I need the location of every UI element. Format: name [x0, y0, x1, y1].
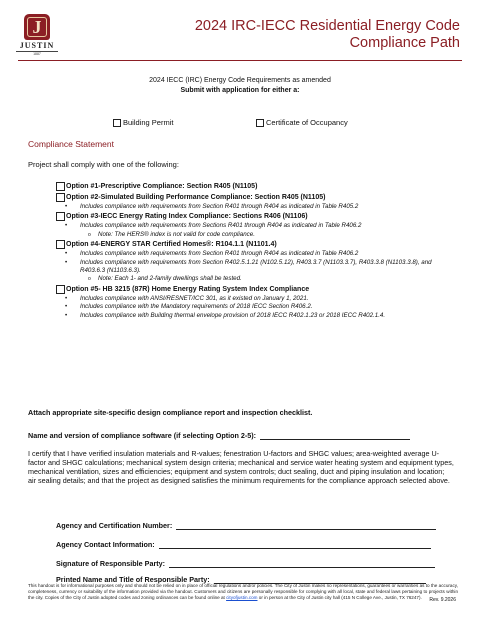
option-2-bullet: • Includes compliance with requirements from Section R401 through R404 as indicated in Table R405.2: [56, 203, 456, 211]
compliance-option-5[interactable]: [56, 284, 456, 295]
compliance-option-1[interactable]: [56, 181, 456, 192]
signature-line[interactable]: [169, 567, 435, 568]
city-website-link[interactable]: cityofjustin.com: [226, 595, 258, 600]
signature-label: Signature of Responsible Party:: [56, 559, 166, 568]
building-permit-label: Building Permit: [123, 118, 174, 127]
option-5-bullet: • Includes compliance with ANSI/RESNET/ICC 301, as it existed on January 1, 2021.: [56, 295, 456, 303]
option-5-checkbox[interactable]: [56, 285, 65, 294]
option-2-label: Option #2-Simulated Building Performance Compliance: Section R405 (N1105): [66, 194, 326, 201]
agency-certification-line[interactable]: [176, 529, 436, 530]
document-title: [195, 18, 460, 52]
option-3-bullet: • Includes compliance with requirements from Sections R401 through R404 as indicated in Table R406.2: [56, 222, 456, 230]
attach-instruction: Attach appropriate site-specific design compliance report and inspection checklist.: [28, 408, 313, 417]
title-line-1: 2024 IRC-IECC Residential Energy Code: [194, 18, 460, 34]
compliance-option-2[interactable]: [56, 192, 456, 203]
header-divider: [18, 60, 462, 61]
compliance-option-3[interactable]: [56, 211, 456, 222]
option-1-checkbox[interactable]: [56, 182, 65, 191]
agency-contact-label: Agency Contact Information:: [56, 540, 155, 549]
building-permit-option[interactable]: [113, 118, 173, 127]
agency-contact-line[interactable]: [159, 548, 431, 549]
revision-label: Rev. 9.2026: [429, 597, 456, 603]
option-5-bullet: • Includes compliance with Building thermal envelope provision of 2018 IECC R402.1.23 or 2018 IECC R402.1.4.: [56, 312, 456, 320]
footer-disclaimer: [28, 583, 458, 601]
certificate-of-occupancy-option[interactable]: [256, 118, 348, 127]
title-line-2: Compliance Path: [349, 35, 460, 51]
option-5-bullet: • Includes compliance with the Mandatory requirements of 2018 IECC Section R406.2.: [56, 303, 456, 311]
compliance-instruction: Project shall comply with one of the following:: [28, 160, 179, 169]
certification-statement: I certify that I have verified insulation materials and R-values; fenestration U-factors and SHGC values; area-weighted average U-factor and SHGC calculations; mechanical system design criteria; mechanical and service water heating system and equipment types, mechanical ventilation, sizes and efficiencies; equipment and system controls; duct sealing, duct and piping insulation and location; air sealing details; and that the project as designed satisfies the minimum requirements for the compliance approach selected above.: [28, 449, 454, 485]
city-logo: [16, 14, 56, 58]
option-2-checkbox[interactable]: [56, 193, 65, 202]
option-3-note: o Note: The HERS® index is not valid for code compliance.: [56, 231, 456, 239]
certificate-of-occupancy-label: Certificate of Occupancy: [266, 118, 348, 127]
agency-certification-field: [56, 521, 436, 530]
printed-name-label: Printed Name and Title of Responsible Party:: [56, 575, 210, 584]
compliance-option-4[interactable]: [56, 239, 456, 250]
software-input-line[interactable]: [260, 431, 410, 440]
logo-wordmark: JUSTIN: [19, 41, 55, 50]
option-3-label: Option #3-IECC Energy Rating Index Compliance: Sections R406 (N1106): [66, 213, 308, 221]
option-3-checkbox[interactable]: [56, 212, 65, 221]
building-permit-checkbox[interactable]: [113, 119, 121, 127]
intro-line-1: 2024 IECC (IRC) Energy Code Requirements as amended: [149, 77, 331, 84]
option-1-label: Option #1-Prescriptive Compliance: Section R405 (N1105): [66, 183, 258, 190]
agency-certification-label: Agency and Certification Number:: [56, 521, 173, 530]
agency-contact-field: [56, 540, 431, 549]
option-4-bullet: • Includes compliance with requirements from Section R402.5.1.21 (N102.5.12), R403.3.7 (N1103.3.7), R403.3.8 (N1103.3.8), and R403.6.3 (N1103.6.3).: [56, 259, 456, 276]
disclaimer-text: This handout is for informational purposes only and should not be relied on in place of official regulations and/or policies. The City of Justin makes no representations, guarantees or warranties as to the accuracy, completeness, currency or suitability of the information provided via the handout. Customers and citizens are personally responsible for complying with all local, state and federal laws pertaining to projects within the city. Copies of the City of Justin adopted codes and zoning ordinances can be found online at: [28, 583, 458, 600]
logo-established: 1887: [16, 51, 58, 56]
option-4-checkbox[interactable]: [56, 240, 65, 249]
disclaimer-text-end: or in person at the City of Justin city hall (415 N College Ave., Justin, TX 76247).: [257, 595, 422, 600]
software-label: Name and version of compliance software (if selecting Option 2-5):: [28, 431, 257, 440]
option-4-label: Option #4-ENERGY STAR Certified Homes®: R104.1.1 (N1101.4): [66, 241, 277, 249]
option-4-bullet: • Includes compliance with requirements from Section R401 through R404 as indicated in Table R406.2: [56, 250, 456, 258]
option-5-label: Option #5- HB 3215 (87R) Home Energy Rating System Index Compliance: [66, 285, 310, 293]
compliance-statement-heading: Compliance Statement: [28, 139, 114, 149]
option-4-note: o Note: Each 1- and 2-family dwellings shall be tested.: [56, 275, 456, 283]
software-field: [28, 431, 410, 440]
logo-letter: J: [32, 17, 42, 37]
certificate-of-occupancy-checkbox[interactable]: [256, 119, 264, 127]
intro-line-2: Submit with application for either a:: [180, 87, 300, 94]
compliance-options-list: [56, 181, 456, 320]
signature-field: [56, 559, 435, 568]
